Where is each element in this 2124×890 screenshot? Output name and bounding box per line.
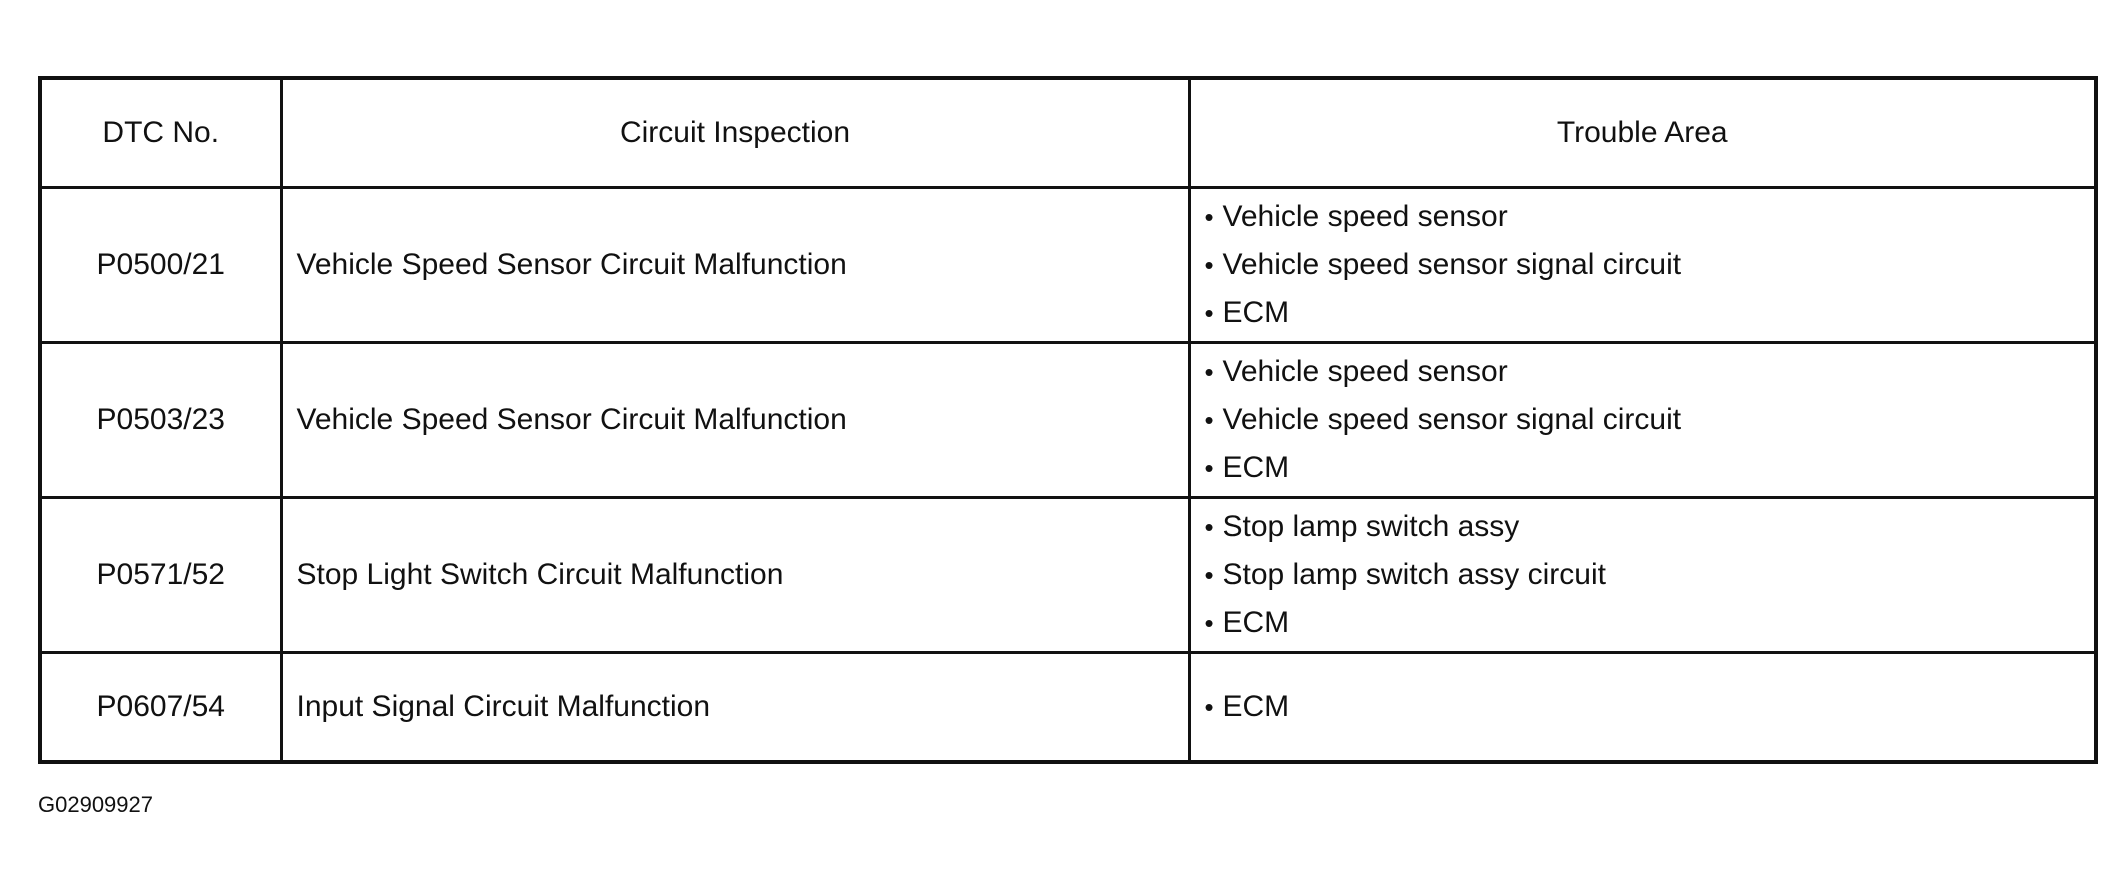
trouble-area-text: Stop lamp switch assy circuit: [1222, 558, 1606, 591]
trouble-area-item: [1205, 683, 2095, 731]
trouble-area-item: [1205, 193, 2095, 241]
trouble-area-item: [1205, 444, 2095, 492]
dtc-code-cell: P0571/52: [40, 498, 281, 653]
circuit-inspection-cell: Vehicle Speed Sensor Circuit Malfunction: [281, 188, 1189, 343]
trouble-area-item: [1205, 241, 2095, 289]
trouble-area-text: Vehicle speed sensor: [1222, 355, 1508, 388]
trouble-area-item: [1205, 551, 2095, 599]
circuit-inspection-cell: Input Signal Circuit Malfunction: [281, 653, 1189, 763]
trouble-area-cell: [1189, 188, 2096, 343]
bullet-icon: •: [1204, 692, 1214, 722]
trouble-area-list: [1205, 193, 2095, 337]
figure-id-label: G02909927: [38, 792, 153, 817]
header-trouble-area: Trouble Area: [1189, 78, 2096, 188]
bullet-icon: •: [1204, 357, 1214, 387]
bullet-icon: •: [1204, 298, 1214, 328]
dtc-code-cell: P0503/23: [40, 343, 281, 498]
bullet-icon: •: [1204, 453, 1214, 483]
table-row: [40, 343, 2096, 498]
bullet-icon: •: [1204, 608, 1214, 638]
trouble-area-text: Vehicle speed sensor signal circuit: [1222, 248, 1682, 281]
header-dtc-no: DTC No.: [40, 78, 281, 188]
trouble-area-text: Stop lamp switch assy: [1222, 510, 1520, 543]
trouble-area-cell: [1189, 343, 2096, 498]
table-header-row: [40, 78, 2096, 188]
trouble-area-text: ECM: [1222, 690, 1290, 723]
bullet-icon: •: [1204, 405, 1214, 435]
bullet-icon: •: [1204, 512, 1214, 542]
trouble-area-text: ECM: [1222, 296, 1290, 329]
trouble-area-list: [1205, 348, 2095, 492]
trouble-area-item: [1205, 396, 2095, 444]
trouble-area-item: [1205, 348, 2095, 396]
circuit-inspection-cell: Stop Light Switch Circuit Malfunction: [281, 498, 1189, 653]
trouble-area-text: ECM: [1222, 606, 1290, 639]
dtc-code-cell: P0500/21: [40, 188, 281, 343]
trouble-area-text: Vehicle speed sensor signal circuit: [1222, 403, 1682, 436]
circuit-inspection-cell: Vehicle Speed Sensor Circuit Malfunction: [281, 343, 1189, 498]
bullet-icon: •: [1204, 560, 1214, 590]
trouble-area-item: [1205, 503, 2095, 551]
header-circuit-inspection: Circuit Inspection: [281, 78, 1189, 188]
trouble-area-text: ECM: [1222, 451, 1290, 484]
bullet-icon: •: [1204, 250, 1214, 280]
trouble-area-cell: [1189, 653, 2096, 763]
trouble-area-item: [1205, 599, 2095, 647]
trouble-area-cell: [1189, 498, 2096, 653]
trouble-area-text: Vehicle speed sensor: [1222, 200, 1508, 233]
table-row: [40, 498, 2096, 653]
dtc-code-cell: P0607/54: [40, 653, 281, 763]
table-row: [40, 653, 2096, 763]
table-row: [40, 188, 2096, 343]
dtc-table: [38, 76, 2098, 764]
bullet-icon: •: [1204, 202, 1214, 232]
trouble-area-list: [1205, 503, 2095, 647]
trouble-area-item: [1205, 289, 2095, 337]
trouble-area-list: [1205, 683, 2095, 731]
